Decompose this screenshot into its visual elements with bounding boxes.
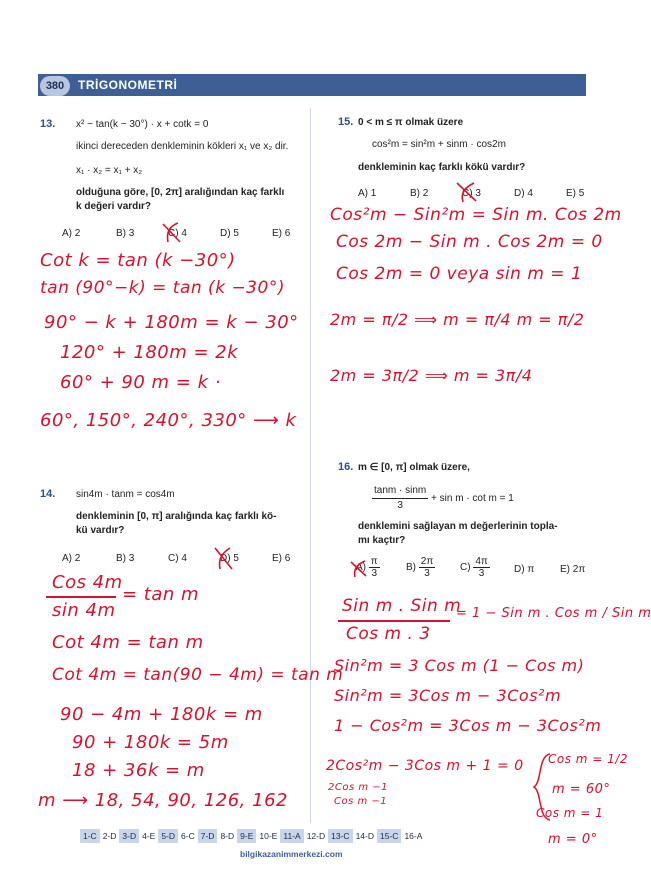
q16-eq-denominator: 3 bbox=[397, 500, 403, 511]
q16-option-e-letter: E) bbox=[560, 564, 570, 575]
q13-work-2: tan (90°−k) = tan (k −30°) bbox=[40, 278, 285, 298]
q14-option-c[interactable]: C) 4 bbox=[168, 553, 187, 564]
q14-option-e[interactable]: E) 6 bbox=[272, 553, 291, 564]
q16-option-a-letter: A) bbox=[356, 562, 366, 574]
q13-option-e[interactable]: E) 6 bbox=[272, 228, 291, 239]
q16-option-c-letter: C) bbox=[460, 562, 471, 574]
q16-option-a-num: π bbox=[370, 556, 378, 567]
footer-site[interactable]: bilgikazanimmerkezi.com bbox=[240, 849, 343, 859]
answer-key-item: 4-E bbox=[139, 829, 158, 843]
q14-work-5: 90 + 180k = 5m bbox=[72, 732, 229, 753]
q14-option-b[interactable]: B) 3 bbox=[116, 553, 135, 564]
q15-equation: cos²m = sin²m + sinm · cos2m bbox=[372, 139, 506, 150]
q16-work-2: Sin²m = 3 Cos m (1 − Cos m) bbox=[334, 656, 585, 675]
q15-number: 15. bbox=[338, 116, 354, 128]
q15-option-d[interactable]: D) 4 bbox=[514, 188, 533, 199]
q16-number: 16. bbox=[338, 461, 354, 473]
q15-answer-mark-icon bbox=[454, 180, 480, 204]
q16-root-1-angle: m = 60° bbox=[552, 782, 611, 797]
answer-key-item: 13-C bbox=[328, 829, 352, 843]
q16-equation-fraction bbox=[372, 484, 428, 513]
q16-option-d[interactable] bbox=[514, 564, 534, 575]
q15-option-c[interactable]: C) 3 bbox=[462, 188, 481, 199]
column-divider bbox=[310, 108, 311, 823]
q15-option-a[interactable]: A) 1 bbox=[358, 188, 377, 199]
q16-eq-rest: + sin m · cot m = 1 bbox=[431, 493, 514, 505]
q15-work-3: Cos 2m = 0 veya sin m = 1 bbox=[336, 264, 583, 284]
answer-key bbox=[80, 829, 425, 843]
q16-option-c[interactable] bbox=[460, 556, 490, 579]
q14-question-2: kü vardır? bbox=[76, 525, 125, 536]
q14-question-1: denkleminin [0, π] aralığında kaç farklı kö- bbox=[76, 511, 277, 522]
q15-option-b[interactable]: B) 2 bbox=[410, 188, 429, 199]
chapter-title: TRİGONOMETRİ bbox=[78, 78, 178, 92]
q15-condition: 0 < m ≤ π olmak üzere bbox=[358, 117, 464, 128]
q13-option-a[interactable]: A) 2 bbox=[62, 228, 81, 239]
q15-option-e[interactable]: E) 5 bbox=[566, 188, 585, 199]
q13-option-c[interactable]: C) 4 bbox=[168, 228, 187, 239]
answer-key-item: 7-D bbox=[198, 829, 218, 843]
q14-work-7: m ⟶ 18, 54, 90, 126, 162 bbox=[38, 790, 288, 811]
q16-option-d-text: π bbox=[527, 564, 535, 575]
q16-work-rhs: = 1 − Sin m . Cos m / Sin m bbox=[456, 606, 651, 621]
q16-work-num: Sin m . Sin m bbox=[342, 596, 462, 616]
q15-work-1: Cos²m − Sin²m = Sin m. Cos 2m bbox=[330, 205, 622, 225]
q16-condition: m ∈ [0, π] olmak üzere, bbox=[358, 462, 470, 473]
q13-work-6: 60°, 150°, 240°, 330° ⟶ k bbox=[40, 410, 297, 431]
q13-question-2: k değeri vardır? bbox=[76, 201, 152, 212]
q14-work-4: 90 − 4m + 180k = m bbox=[60, 704, 263, 725]
answer-key-item: 15-C bbox=[377, 829, 401, 843]
q14-work-num: Cos 4m bbox=[52, 572, 123, 593]
q13-equation: x² − tan(k − 30°) · x + cotk = 0 bbox=[76, 119, 209, 130]
q14-option-d[interactable]: D) 5 bbox=[220, 553, 239, 564]
q16-option-e-text: 2π bbox=[572, 564, 586, 575]
q14-work-6: 18 + 36k = m bbox=[72, 760, 205, 781]
q14-fraction-bar bbox=[46, 596, 116, 598]
answer-key-item: 5-D bbox=[158, 829, 178, 843]
page-number: 380 bbox=[40, 76, 70, 96]
q14-option-a[interactable]: A) 2 bbox=[62, 553, 81, 564]
q13-number: 13. bbox=[40, 118, 56, 130]
q14-answer-mark-icon bbox=[212, 545, 236, 571]
q16-root-2-angle: m = 0° bbox=[548, 832, 598, 847]
q16-option-b-letter: B) bbox=[406, 562, 416, 574]
q14-work-2: Cot 4m = tan m bbox=[52, 632, 204, 653]
answer-key-item: 6-C bbox=[178, 829, 198, 843]
answer-key-item: 9-E bbox=[237, 829, 256, 843]
q16-work-3: Sin²m = 3Cos m − 3Cos²m bbox=[334, 686, 562, 705]
answer-key-item: 1-C bbox=[80, 829, 100, 843]
answer-key-item: 16-A bbox=[401, 829, 425, 843]
q16-work-den: Cos m . 3 bbox=[346, 624, 431, 644]
q16-option-d-letter: D) bbox=[514, 564, 525, 575]
q16-answer-mark-icon bbox=[348, 558, 370, 580]
q16-fraction-bar bbox=[338, 620, 450, 622]
q16-work-factor-2: Cos m −1 bbox=[334, 796, 388, 807]
q14-work-3: Cot 4m = tan(90 − 4m) = tan m bbox=[52, 665, 344, 685]
q15-work-2: Cos 2m − Sin m . Cos 2m = 0 bbox=[336, 232, 603, 252]
q15-work-5: 2m = 3π/2 ⟹ m = 3π/4 bbox=[330, 366, 533, 385]
answer-key-item: 2-D bbox=[100, 829, 120, 843]
q13-work-3: 90° − k + 180m = k − 30° bbox=[44, 312, 299, 333]
q16-work-factor-1: 2Cos m −1 bbox=[328, 782, 389, 793]
answer-key-item: 8-D bbox=[217, 829, 237, 843]
q13-question-1: olduğuna göre, [0, 2π] aralığından kaç farklı bbox=[76, 187, 285, 198]
q13-line1: ikinci dereceden denkleminin kökleri x₁ ve x₂ dir. bbox=[76, 141, 289, 152]
q13-answer-mark-icon bbox=[160, 220, 184, 246]
q16-root-1: Cos m = 1/2 bbox=[548, 752, 628, 766]
q16-option-c-num: 4π bbox=[475, 556, 488, 567]
q16-equation bbox=[372, 484, 514, 513]
q16-option-b-num: 2π bbox=[420, 556, 434, 567]
q16-root-2: Cos m = 1 bbox=[536, 806, 604, 820]
q16-option-a-den: 3 bbox=[371, 568, 378, 579]
q16-work-5: 2Cos²m − 3Cos m + 1 = 0 bbox=[326, 758, 524, 774]
q13-work-5: 60° + 90 m = k · bbox=[60, 372, 221, 393]
q16-option-b[interactable] bbox=[406, 556, 435, 579]
q16-option-b-den: 3 bbox=[424, 568, 430, 579]
q16-question-1: denklemini sağlayan m değerlerinin topla- bbox=[358, 521, 558, 532]
q14-number: 14. bbox=[40, 488, 56, 500]
q13-work-1: Cot k = tan (k −30°) bbox=[40, 250, 236, 271]
q13-option-b[interactable]: B) 3 bbox=[116, 228, 135, 239]
q16-eq-numerator: tanm · sinm bbox=[372, 484, 428, 499]
q14-work-eq: = tan m bbox=[122, 584, 200, 605]
q15-question: denkleminin kaç farklı kökü vardır? bbox=[358, 162, 526, 173]
answer-key-item: 3-D bbox=[119, 829, 139, 843]
q13-condition: x₁ · x₂ = x₁ + x₂ bbox=[76, 165, 143, 176]
q13-work-4: 120° + 180m = 2k bbox=[60, 342, 239, 363]
answer-key-item: 11-A bbox=[280, 829, 303, 843]
q13-option-d[interactable]: D) 5 bbox=[220, 228, 239, 239]
q15-work-4: 2m = π/2 ⟹ m = π/4 m = π/2 bbox=[330, 310, 585, 329]
q16-work-4: 1 − Cos²m = 3Cos m − 3Cos²m bbox=[334, 716, 602, 735]
q14-work-den: sin 4m bbox=[52, 600, 116, 621]
q16-question-2: mı kaçtır? bbox=[358, 535, 406, 546]
q14-equation: sin4m · tanm = cos4m bbox=[76, 489, 175, 500]
q16-option-c-den: 3 bbox=[478, 568, 485, 579]
q16-option-e[interactable] bbox=[560, 564, 585, 575]
answer-key-item: 10-E bbox=[256, 829, 280, 843]
answer-key-item: 14-D bbox=[353, 829, 377, 843]
answer-key-item: 12-D bbox=[304, 829, 328, 843]
